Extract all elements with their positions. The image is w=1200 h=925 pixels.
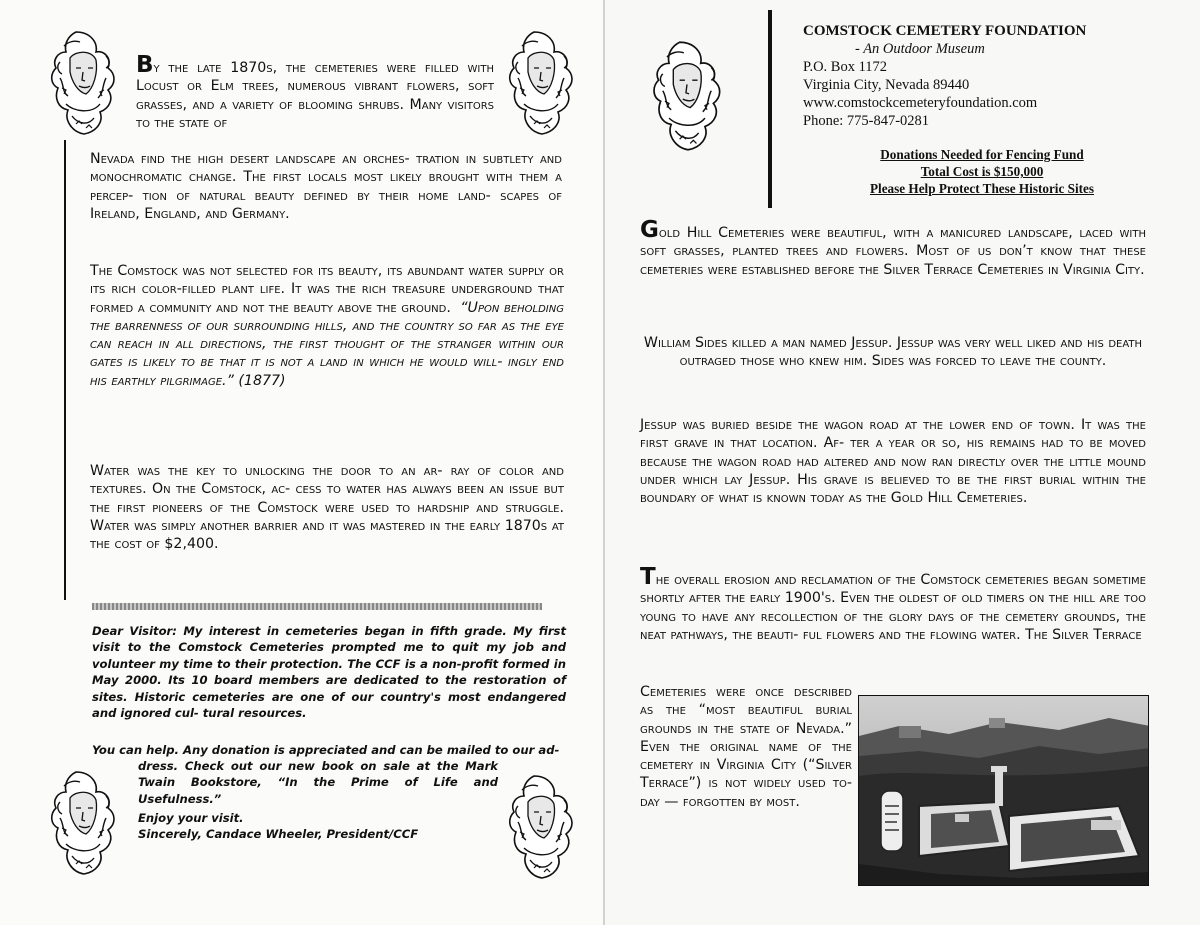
drop-cap: B bbox=[136, 52, 154, 78]
dear-visitor-note: Dear Visitor: My interest in cemeteries began in fifth grade. My first visit to the Comstock Cemeteries prompted me to quit my job and volunteer my time to their protection. The CCF is a non-profit formed in May 2000. Its 10 board members are dedicated to the restoration of sites. Historic cemeteries are one of our country's most endangered and ignored cul- tural resources. bbox=[92, 624, 566, 721]
left-margin-rule bbox=[64, 140, 66, 600]
comstock-text: The Comstock was not selected for its beauty, its abundant water supply or its rich color-filled plant life. It was the rich treasure underground that formed a community and not the beauty above the ground. bbox=[90, 263, 564, 316]
sides-paragraph: William Sides killed a man named Jessup. Jessup was very well liked and his death outraged those who knew him. Sides was forced to leave the county. bbox=[643, 335, 1143, 370]
intro-text-top: y the late 1870s, the cemeteries were filled with Locust or Elm trees, numerous vibrant flowers, soft grasses, and a variety of blooming shrubs. Many visitors to the state of bbox=[136, 60, 494, 131]
mask-ornament-icon bbox=[504, 28, 578, 138]
jessup-paragraph: Jessup was buried beside the wagon road at the lower end of town. It was the first grave in that location. Af- ter a year or so, his remains had to be moved because the wagon road had altered and now ran directly over the little mound under which lay Jessup. His grave is believed to be the first burial within the boundary of what is known today as the Gold Hill Cemeteries. bbox=[640, 417, 1146, 507]
po-box: P.O. Box 1172 bbox=[803, 59, 888, 75]
donation-notice bbox=[812, 146, 1152, 197]
website-link[interactable]: www.comstockcemeteryfoundation.com bbox=[803, 95, 1038, 111]
org-name: COMSTOCK CEMETERY FOUNDATION bbox=[803, 23, 1087, 39]
mask-ornament-icon bbox=[46, 28, 120, 138]
drop-cap: T bbox=[640, 564, 656, 590]
erosion-text: he overall erosion and reclamation of the Comstock cemeteries began sometime shortly after the early 1900's. Even the oldest of old timers on the hill are too young to have any recollection of the glory days of the cemetery grounds, the neat pathways, the beauti- ful flowers and the flowing water. The Silver Terrace bbox=[640, 572, 1146, 643]
header-divider bbox=[768, 10, 772, 208]
city-line: Virginia City, Nevada 89440 bbox=[803, 77, 970, 93]
gold-hill-paragraph bbox=[640, 217, 1146, 321]
erosion-paragraph bbox=[640, 564, 1146, 680]
donation-line-2: Total Cost is $150,000 bbox=[920, 164, 1044, 179]
comstock-quote: “Upon beholding the barrenness of our surrounding hills, and the country so far as the eye can reach in all directions, the first thought of the stranger within our gates is likely to be that it is not a land in which he would will- ingly end his earthly pilgrimage.” (1877) bbox=[90, 299, 564, 389]
signoff-line: Enjoy your visit. bbox=[138, 811, 244, 825]
phone-line: Phone: 775-847-0281 bbox=[803, 113, 930, 129]
cemetery-photo bbox=[858, 695, 1149, 886]
intro-paragraph-top bbox=[136, 52, 494, 144]
donation-line-1: Donations Needed for Fencing Fund bbox=[880, 147, 1084, 162]
drop-cap: G bbox=[640, 217, 659, 243]
silver-terrace-paragraph: Cemeteries were once described as the “most beautiful burial grounds in the state of Nevada.” Even the original name of the cemetery in Virginia City (“Silver Terrace”) is not widely used to- day — forgotten by most. bbox=[640, 684, 852, 810]
you-can-help-line: You can help. Any donation is appreciated and can be mailed to our ad- bbox=[92, 743, 560, 757]
mask-ornament-icon bbox=[46, 768, 120, 878]
you-can-help-rest: dress. Check out our new book on sale at the Mark Twain Bookstore, “In the Prime of Life and Usefulness.” bbox=[138, 759, 498, 806]
org-tagline: - An Outdoor Museum bbox=[855, 41, 985, 57]
foundation-contact bbox=[803, 22, 1133, 130]
intro-text-bottom: Nevada find the high desert landscape an orches- tration in subtlety and monochromatic change. The first locals most likely brought with them a percep- tion of natural beauty defined by their home land- scapes of Ireland, England, and Germany. bbox=[90, 151, 562, 222]
water-text: Water was the key to unlocking the door to an ar- ray of color and textures. On the Comstock, ac- cess to water has always been an issue but the first pioneers of the Comstock were used to hardship and struggle. Water was simply another barrier and it was mastered in the early 1870s at the cost of $2,400. bbox=[90, 463, 564, 553]
water-paragraph bbox=[90, 462, 564, 592]
comstock-paragraph bbox=[90, 262, 564, 452]
donation-line-3: Please Help Protect These Historic Sites bbox=[869, 181, 1094, 196]
intro-paragraph-bottom bbox=[90, 150, 562, 245]
fold-line bbox=[603, 0, 605, 925]
gold-hill-text: old Hill Cemeteries were beautiful, with a manicured landscape, laced with soft grasses, planted trees and flowers. Most of us don’t know that these cemeteries were established before the Silver Terrace Cemeteries in Virginia City. bbox=[640, 225, 1146, 278]
mask-ornament-icon bbox=[648, 36, 726, 156]
separator-bar bbox=[92, 603, 542, 610]
signature-line: Sincerely, Candace Wheeler, President/CCF bbox=[138, 827, 419, 841]
